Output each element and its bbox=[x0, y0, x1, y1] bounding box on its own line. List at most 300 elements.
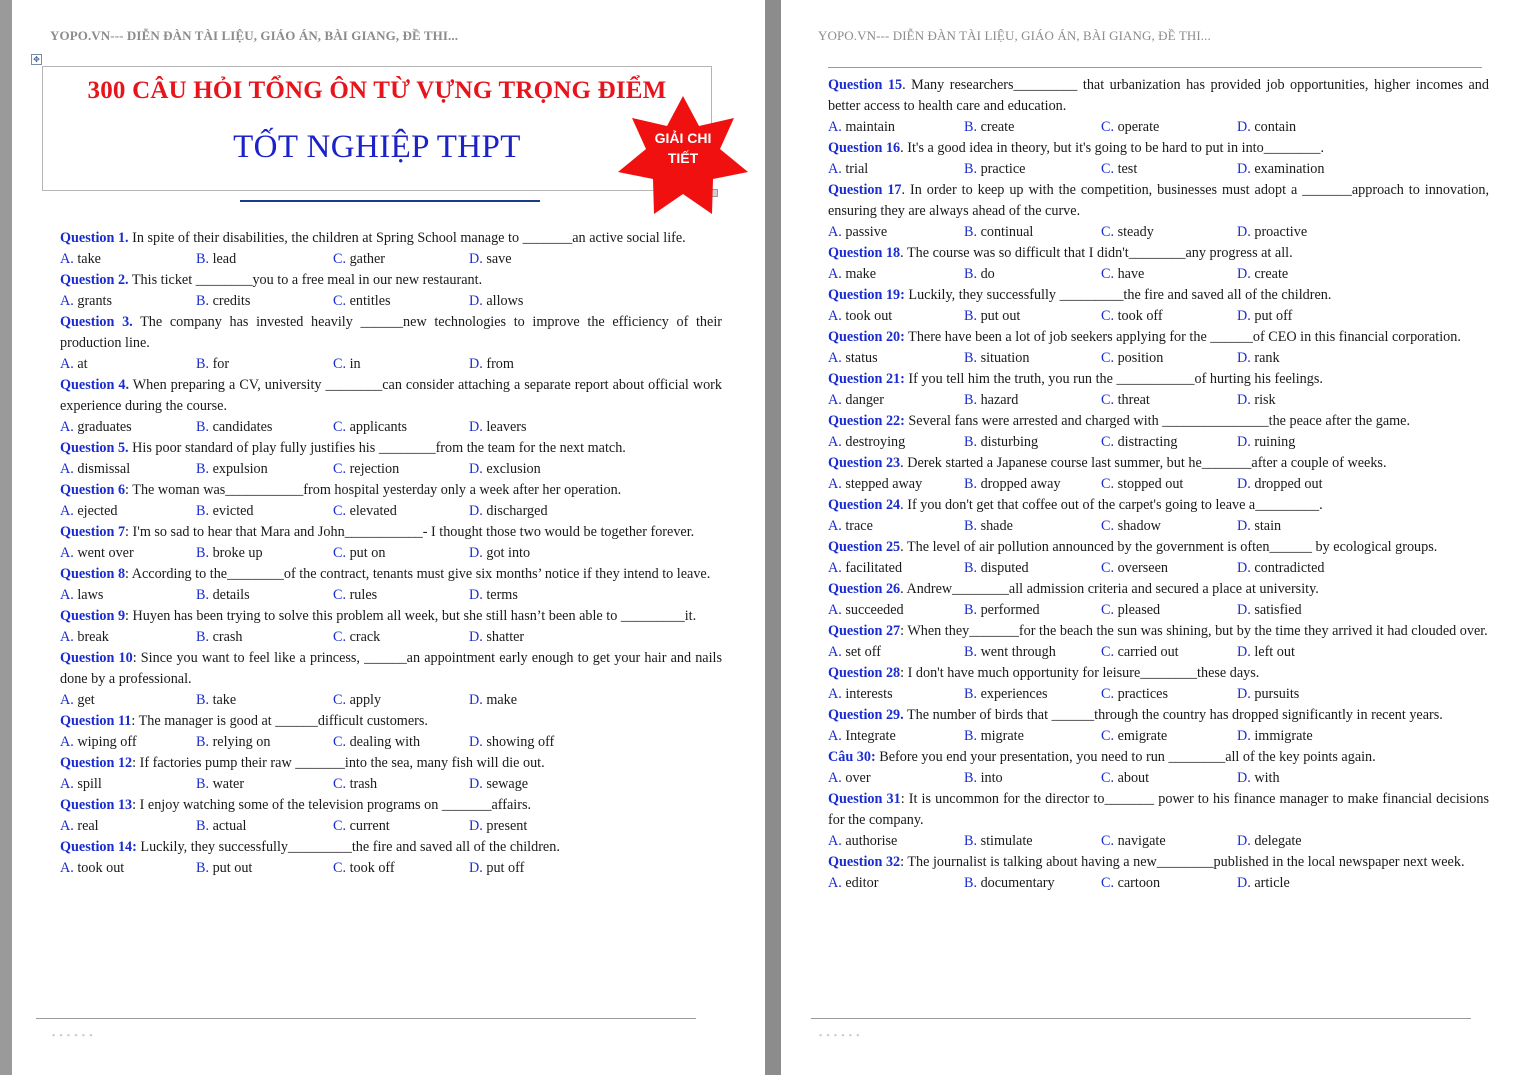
option-text: put out bbox=[212, 860, 253, 876]
question-text bbox=[60, 312, 722, 354]
answer-option bbox=[60, 816, 99, 837]
question-text bbox=[828, 285, 1489, 306]
option-text: threat bbox=[1117, 392, 1150, 408]
answer-option bbox=[1101, 768, 1149, 789]
question-body: . The course was so difficult that I didn't________any progress at all. bbox=[900, 245, 1293, 261]
answer-option bbox=[60, 291, 112, 312]
question-text bbox=[828, 411, 1489, 432]
option-letter: C. bbox=[1101, 161, 1115, 177]
option-letter: D. bbox=[1237, 350, 1251, 366]
answer-option bbox=[1101, 684, 1168, 705]
question-body: This ticket ________you to a free meal in our new restaurant. bbox=[128, 272, 483, 288]
answer-options bbox=[828, 117, 1489, 138]
question-text bbox=[828, 579, 1489, 600]
option-letter: B. bbox=[964, 686, 978, 702]
title-underline bbox=[240, 200, 540, 202]
question-label: Question 13 bbox=[60, 797, 133, 813]
option-text: take bbox=[212, 692, 237, 708]
option-letter: A. bbox=[828, 350, 842, 366]
option-letter: D. bbox=[469, 356, 483, 372]
option-text: practice bbox=[980, 161, 1026, 177]
answer-option bbox=[1101, 474, 1183, 495]
answer-option bbox=[828, 348, 878, 369]
answer-options bbox=[60, 774, 722, 795]
option-letter: B. bbox=[196, 356, 210, 372]
option-text: editor bbox=[845, 875, 879, 891]
question-text bbox=[828, 705, 1489, 726]
option-letter: B. bbox=[964, 350, 978, 366]
answer-options bbox=[828, 558, 1489, 579]
question-body: : The woman was___________from hospital yesterday only a week after her operation. bbox=[125, 482, 622, 498]
option-text: stimulate bbox=[980, 833, 1033, 849]
answer-options bbox=[828, 264, 1489, 285]
option-text: dealing with bbox=[349, 734, 421, 750]
option-letter: A. bbox=[60, 860, 74, 876]
answer-option bbox=[196, 354, 229, 375]
answer-option bbox=[333, 354, 361, 375]
option-letter: D. bbox=[1237, 686, 1251, 702]
answer-option bbox=[964, 831, 1033, 852]
option-text: experiences bbox=[980, 686, 1048, 702]
answer-option bbox=[828, 432, 905, 453]
option-letter: B. bbox=[964, 728, 978, 744]
option-letter: B. bbox=[964, 560, 978, 576]
option-text: dropped away bbox=[980, 476, 1061, 492]
option-text: set off bbox=[845, 644, 881, 660]
option-text: took out bbox=[77, 860, 125, 876]
option-letter: B. bbox=[196, 419, 210, 435]
answer-option bbox=[1101, 222, 1154, 243]
answer-options bbox=[60, 459, 722, 480]
option-text: expulsion bbox=[212, 461, 268, 477]
question-label: Question 9 bbox=[60, 608, 126, 624]
option-letter: A. bbox=[828, 833, 842, 849]
option-letter: C. bbox=[1101, 308, 1115, 324]
option-letter: C. bbox=[1101, 728, 1115, 744]
question-text bbox=[828, 453, 1489, 474]
answer-option bbox=[333, 417, 407, 438]
answer-option bbox=[469, 417, 527, 438]
option-text: situation bbox=[980, 350, 1030, 366]
answer-option bbox=[964, 642, 1056, 663]
option-letter: B. bbox=[964, 161, 978, 177]
option-text: emigrate bbox=[1117, 728, 1168, 744]
question-label: Question 21: bbox=[828, 371, 905, 387]
option-letter: A. bbox=[828, 476, 842, 492]
option-letter: C. bbox=[333, 587, 347, 603]
option-text: steady bbox=[1117, 224, 1154, 240]
question-text bbox=[60, 837, 722, 858]
option-letter: B. bbox=[964, 833, 978, 849]
question-body: Before you end your presentation, you need to run ________all of the key points again. bbox=[875, 749, 1376, 765]
option-letter: A. bbox=[828, 560, 842, 576]
option-text: shadow bbox=[1117, 518, 1161, 534]
option-letter: A. bbox=[828, 119, 842, 135]
answer-option bbox=[964, 159, 1025, 180]
answer-options bbox=[828, 348, 1489, 369]
answer-option bbox=[1237, 831, 1302, 852]
question-text bbox=[828, 75, 1489, 117]
option-letter: B. bbox=[964, 875, 978, 891]
option-text: about bbox=[1117, 770, 1150, 786]
answer-options bbox=[60, 585, 722, 606]
question-body: : The manager is good at ______difficult customers. bbox=[131, 713, 428, 729]
option-text: went over bbox=[77, 545, 134, 561]
question-text bbox=[60, 438, 722, 459]
answer-option bbox=[60, 585, 103, 606]
document-title: 300 CÂU HỎI TỔNG ÔN TỪ VỰNG TRỌNG ĐIỂM bbox=[87, 77, 667, 104]
answer-option bbox=[964, 726, 1024, 747]
option-text: crack bbox=[349, 629, 381, 645]
option-letter: B. bbox=[196, 461, 210, 477]
question-body: If you tell him the truth, you run the ___________of hurting his feelings. bbox=[904, 371, 1323, 387]
option-letter: C. bbox=[1101, 602, 1115, 618]
answer-options bbox=[828, 432, 1489, 453]
answer-option bbox=[828, 474, 922, 495]
question-body: : According to the________of the contract, tenants must give six months’ notice if they intend to leave. bbox=[125, 566, 711, 582]
option-letter: A. bbox=[60, 419, 74, 435]
answer-option bbox=[828, 390, 884, 411]
option-text: apply bbox=[349, 692, 382, 708]
answer-option bbox=[964, 432, 1038, 453]
answer-options bbox=[828, 159, 1489, 180]
option-letter: C. bbox=[1101, 644, 1115, 660]
option-text: cartoon bbox=[1117, 875, 1161, 891]
answer-option bbox=[1101, 306, 1163, 327]
question-label: Question 18 bbox=[828, 245, 901, 261]
option-letter: D. bbox=[469, 251, 483, 267]
option-letter: C. bbox=[333, 818, 347, 834]
answer-option bbox=[1101, 600, 1160, 621]
answer-option bbox=[964, 474, 1061, 495]
option-letter: D. bbox=[1237, 224, 1251, 240]
question-label: Question 29. bbox=[828, 707, 904, 723]
answer-options bbox=[60, 858, 722, 879]
option-text: make bbox=[845, 266, 877, 282]
answer-options bbox=[828, 306, 1489, 327]
option-text: lead bbox=[212, 251, 237, 267]
question-body: : Since you want to feel like a princess, ______an appointment early enough to get your hair and nails done by a professional. bbox=[60, 650, 722, 687]
question-body: The number of birds that ______through the country has dropped significantly in recent years. bbox=[903, 707, 1443, 723]
question-list-left bbox=[60, 228, 722, 879]
question-text bbox=[828, 369, 1489, 390]
option-text: proactive bbox=[1254, 224, 1308, 240]
option-letter: A. bbox=[828, 434, 842, 450]
option-letter: C. bbox=[1101, 560, 1115, 576]
answer-option bbox=[964, 117, 1014, 138]
option-letter: A. bbox=[828, 644, 842, 660]
answer-option bbox=[60, 858, 124, 879]
footer-rule bbox=[811, 1018, 1471, 1019]
question-body: In spite of their disabilities, the children at Spring School manage to _______an active social life. bbox=[128, 230, 686, 246]
answer-option bbox=[333, 249, 385, 270]
question-text bbox=[828, 537, 1489, 558]
option-letter: A. bbox=[60, 734, 74, 750]
option-letter: B. bbox=[964, 119, 978, 135]
option-letter: D. bbox=[1237, 602, 1251, 618]
answer-options bbox=[828, 516, 1489, 537]
option-text: carried out bbox=[1117, 644, 1179, 660]
answer-option bbox=[60, 627, 109, 648]
answer-option bbox=[469, 732, 554, 753]
option-letter: B. bbox=[964, 476, 978, 492]
answer-option bbox=[1237, 390, 1276, 411]
option-letter: C. bbox=[1101, 266, 1115, 282]
option-text: actual bbox=[212, 818, 247, 834]
question-label: Question 27 bbox=[828, 623, 901, 639]
answer-option bbox=[196, 732, 270, 753]
option-letter: C. bbox=[1101, 476, 1115, 492]
answer-option bbox=[1101, 642, 1179, 663]
answer-option bbox=[1237, 222, 1307, 243]
question-text bbox=[60, 648, 722, 690]
option-text: evicted bbox=[212, 503, 254, 519]
answer-option bbox=[1101, 516, 1161, 537]
question-list-right bbox=[828, 75, 1489, 894]
option-text: rejection bbox=[349, 461, 400, 477]
option-letter: D. bbox=[1237, 770, 1251, 786]
answer-option bbox=[60, 501, 118, 522]
question-label: Question 28 bbox=[828, 665, 901, 681]
option-letter: D. bbox=[469, 692, 483, 708]
option-letter: C. bbox=[333, 503, 347, 519]
option-text: took off bbox=[1117, 308, 1163, 324]
option-text: have bbox=[1117, 266, 1145, 282]
question-body: Luckily, they successfully _________the fire and saved all of the children. bbox=[904, 287, 1332, 303]
option-text: test bbox=[1117, 161, 1138, 177]
question-body: : I'm so sad to hear that Mara and John___________- I thought those two would be together forever. bbox=[125, 524, 695, 540]
answer-options bbox=[828, 390, 1489, 411]
answer-option bbox=[469, 627, 524, 648]
option-letter: B. bbox=[196, 629, 210, 645]
option-text: get bbox=[77, 692, 95, 708]
option-text: left out bbox=[1254, 644, 1295, 660]
answer-option bbox=[196, 501, 254, 522]
option-text: delegate bbox=[1254, 833, 1302, 849]
answer-option bbox=[1237, 264, 1288, 285]
answer-option bbox=[333, 291, 391, 312]
question-label: Question 11 bbox=[60, 713, 132, 729]
option-letter: C. bbox=[333, 860, 347, 876]
answer-option bbox=[469, 249, 512, 270]
option-letter: D. bbox=[1237, 266, 1251, 282]
question-text bbox=[828, 495, 1489, 516]
option-letter: D. bbox=[469, 860, 483, 876]
question-body: . In order to keep up with the competition, businesses must adopt a _______approach to innovation, ensuring they are always ahead of the curve. bbox=[828, 182, 1489, 219]
option-letter: C. bbox=[333, 293, 347, 309]
option-text: shatter bbox=[486, 629, 525, 645]
answer-option bbox=[469, 774, 528, 795]
option-text: take bbox=[77, 251, 101, 267]
answer-option bbox=[469, 354, 514, 375]
option-letter: A. bbox=[60, 587, 74, 603]
answer-option bbox=[964, 768, 1003, 789]
option-letter: D. bbox=[1237, 644, 1251, 660]
footer-stub: ▪ ▪ ▪ ▪ ▪ ▪ bbox=[52, 1030, 94, 1040]
option-letter: B. bbox=[964, 434, 978, 450]
answer-option bbox=[469, 816, 527, 837]
option-text: hazard bbox=[980, 392, 1019, 408]
answer-option bbox=[469, 585, 518, 606]
question-text bbox=[828, 621, 1489, 642]
option-letter: D. bbox=[1237, 476, 1251, 492]
option-letter: D. bbox=[1237, 308, 1251, 324]
option-letter: B. bbox=[964, 266, 978, 282]
answer-option bbox=[1101, 159, 1137, 180]
answer-option bbox=[828, 600, 904, 621]
answer-option bbox=[964, 516, 1013, 537]
answer-option bbox=[196, 816, 246, 837]
answer-option bbox=[1237, 117, 1296, 138]
option-letter: C. bbox=[333, 629, 347, 645]
question-label: Question 22: bbox=[828, 413, 905, 429]
answer-option bbox=[196, 585, 250, 606]
option-text: spill bbox=[77, 776, 102, 792]
question-label: Question 24 bbox=[828, 497, 901, 513]
answer-option bbox=[196, 249, 236, 270]
option-text: discharged bbox=[486, 503, 548, 519]
answer-option bbox=[333, 774, 377, 795]
option-text: applicants bbox=[349, 419, 408, 435]
table-move-handle-icon[interactable]: ✥ bbox=[31, 54, 42, 65]
question-label: Question 12 bbox=[60, 755, 133, 771]
answer-option bbox=[964, 558, 1029, 579]
option-letter: D. bbox=[469, 734, 483, 750]
option-text: overseen bbox=[1117, 560, 1168, 576]
option-letter: C. bbox=[1101, 119, 1115, 135]
option-letter: B. bbox=[196, 692, 210, 708]
answer-option bbox=[60, 459, 130, 480]
option-letter: D. bbox=[1237, 833, 1251, 849]
question-body: : The journalist is talking about having a new________published in the local newspaper next week. bbox=[900, 854, 1465, 870]
answer-option bbox=[964, 873, 1055, 894]
option-letter: C. bbox=[333, 356, 347, 372]
answer-option bbox=[196, 690, 236, 711]
answer-option bbox=[1237, 768, 1280, 789]
question-label: Question 20: bbox=[828, 329, 905, 345]
option-text: pleased bbox=[1117, 602, 1161, 618]
answer-option bbox=[1101, 432, 1177, 453]
option-text: rules bbox=[349, 587, 378, 603]
answer-option bbox=[1237, 873, 1290, 894]
option-text: elevated bbox=[349, 503, 397, 519]
answer-option bbox=[60, 543, 134, 564]
answer-option bbox=[60, 354, 88, 375]
option-letter: B. bbox=[196, 251, 210, 267]
answer-option bbox=[1101, 873, 1160, 894]
page-header: YOPO.VN--- DIỄN ĐÀN TÀI LIỆU, GIÁO ÁN, BÀI GIANG, ĐỀ THI... bbox=[818, 28, 1211, 43]
answer-option bbox=[333, 543, 385, 564]
answer-option bbox=[828, 117, 895, 138]
option-letter: D. bbox=[469, 545, 483, 561]
question-text bbox=[60, 270, 722, 291]
option-text: allows bbox=[486, 293, 524, 309]
answer-option bbox=[828, 306, 892, 327]
option-letter: D. bbox=[469, 587, 483, 603]
option-letter: B. bbox=[964, 770, 978, 786]
question-text bbox=[828, 138, 1489, 159]
question-body: : When they_______for the beach the sun was shining, but by the time they arrived it had clouded over. bbox=[900, 623, 1488, 639]
question-text bbox=[828, 747, 1489, 768]
option-text: put out bbox=[980, 308, 1021, 324]
option-text: entitles bbox=[349, 293, 391, 309]
answer-options bbox=[60, 249, 722, 270]
question-label: Question 26 bbox=[828, 581, 901, 597]
question-body: . If you don't get that coffee out of the carpet's going to leave a_________. bbox=[900, 497, 1323, 513]
question-label: Question 19: bbox=[828, 287, 905, 303]
question-label: Question 10 bbox=[60, 650, 133, 666]
option-text: trash bbox=[349, 776, 378, 792]
answer-option bbox=[196, 291, 250, 312]
answer-option bbox=[964, 684, 1048, 705]
option-text: danger bbox=[845, 392, 884, 408]
answer-option bbox=[828, 873, 878, 894]
option-letter: D. bbox=[469, 419, 483, 435]
option-text: break bbox=[77, 629, 109, 645]
option-letter: C. bbox=[1101, 833, 1115, 849]
answer-option bbox=[964, 222, 1033, 243]
option-letter: A. bbox=[828, 728, 842, 744]
option-text: interests bbox=[845, 686, 893, 702]
answer-options bbox=[828, 726, 1489, 747]
option-letter: A. bbox=[828, 308, 842, 324]
option-letter: C. bbox=[333, 776, 347, 792]
question-body: . Many researchers_________ that urbanization has provided job opportunities, higher incomes and better access to health care and education. bbox=[828, 77, 1489, 114]
answer-option bbox=[60, 249, 101, 270]
answer-option bbox=[1101, 558, 1168, 579]
option-text: terms bbox=[486, 587, 518, 603]
option-text: contain bbox=[1254, 119, 1297, 135]
option-letter: A. bbox=[828, 770, 842, 786]
option-letter: C. bbox=[333, 734, 347, 750]
question-body: Luckily, they successfully_________the fire and saved all of the children. bbox=[136, 839, 560, 855]
answer-option bbox=[828, 768, 871, 789]
option-letter: A. bbox=[828, 518, 842, 534]
option-letter: C. bbox=[333, 692, 347, 708]
answer-option bbox=[60, 690, 95, 711]
option-text: contradicted bbox=[1254, 560, 1325, 576]
option-letter: B. bbox=[196, 587, 210, 603]
option-letter: A. bbox=[828, 392, 842, 408]
option-text: article bbox=[1254, 875, 1290, 891]
answer-option bbox=[333, 501, 397, 522]
option-text: disturbing bbox=[980, 434, 1039, 450]
option-text: disputed bbox=[980, 560, 1029, 576]
question-label: Question 14: bbox=[60, 839, 137, 855]
option-text: over bbox=[845, 770, 871, 786]
option-text: graduates bbox=[77, 419, 132, 435]
option-letter: C. bbox=[1101, 875, 1115, 891]
option-letter: B. bbox=[964, 602, 978, 618]
question-body: . Derek started a Japanese course last summer, but he_______after a couple of weeks. bbox=[900, 455, 1387, 471]
question-label: Question 7 bbox=[60, 524, 126, 540]
option-text: pursuits bbox=[1254, 686, 1300, 702]
option-text: stepped away bbox=[845, 476, 923, 492]
question-label: Question 31 bbox=[828, 791, 901, 807]
option-text: current bbox=[349, 818, 390, 834]
question-label: Question 32 bbox=[828, 854, 901, 870]
option-letter: C. bbox=[1101, 686, 1115, 702]
option-letter: C. bbox=[1101, 224, 1115, 240]
window-margin bbox=[0, 0, 12, 1075]
option-text: leavers bbox=[486, 419, 527, 435]
option-text: trace bbox=[845, 518, 873, 534]
option-text: documentary bbox=[980, 875, 1055, 891]
option-text: put on bbox=[349, 545, 386, 561]
option-text: status bbox=[845, 350, 878, 366]
option-text: wiping off bbox=[77, 734, 137, 750]
option-letter: D. bbox=[1237, 560, 1251, 576]
